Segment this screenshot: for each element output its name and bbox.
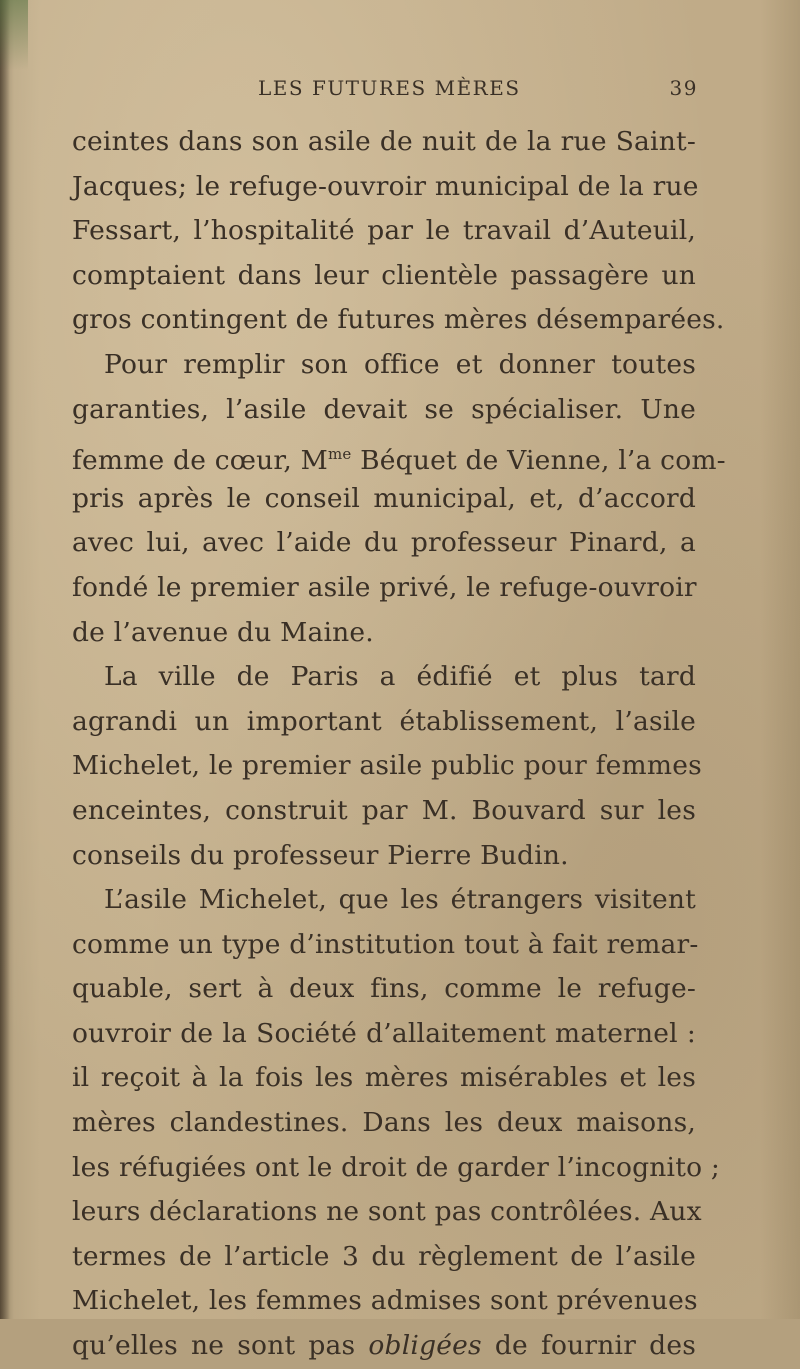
corner-discoloration (0, 0, 28, 70)
text-line: termes de l’article 3 du règlement de l’asile (72, 1240, 696, 1272)
text-run: de fournir des (481, 1330, 696, 1362)
text-line: Jacques; le refuge-ouvroir municipal de la rue (72, 170, 699, 202)
text-line: Fessart, l’hospitalité par le travail d’Auteuil, (72, 215, 696, 247)
italic-word: obligées (368, 1330, 482, 1362)
text-line: il reçoit à la fois les mères misérables et les (72, 1062, 696, 1094)
text-line: comptaient dans leur clientèle passagère un (72, 259, 696, 291)
text-line: ouvroir de la Société d’allaitement maternel : (72, 1017, 696, 1049)
text-run: femme de cœur, M (72, 445, 328, 477)
paragraph-start-line: Pour remplir son office et donner toutes (104, 348, 696, 380)
superscript-abbreviation: me (327, 445, 352, 464)
running-title: LES FUTURES MÈRES (258, 76, 521, 100)
text-run: qu’elles ne sont pas (72, 1330, 369, 1362)
page-number: 39 (669, 76, 698, 100)
body-text (72, 120, 726, 1369)
text-line: mères clandestines. Dans les deux maisons, (72, 1107, 696, 1139)
text-line: de l’avenue du Maine. (72, 616, 374, 648)
text-line: comme un type d’institution tout à fait remar- (72, 928, 699, 960)
text-line: Michelet, les femmes admises sont prévenues (72, 1285, 698, 1317)
text-line: les réfugiées ont le droit de garder l’incognito ; (72, 1151, 720, 1183)
paragraph-start-line: L’asile Michelet, que les étrangers visitent (104, 884, 696, 916)
text-line: gros contingent de futures mères désemparées. (72, 304, 725, 336)
text-line: agrandi un important établissement, l’asile (72, 705, 696, 737)
text-line: avec lui, avec l’aide du professeur Pinard, a (72, 527, 696, 559)
text-line: garanties, l’asile devait se spécialiser. Une (72, 393, 696, 425)
text-line: enceintes, construit par M. Bouvard sur les (72, 794, 696, 826)
text-line: conseils du professeur Pierre Budin. (72, 839, 569, 871)
text-line: ceintes dans son asile de nuit de la rue Saint- (72, 126, 696, 157)
paragraph-start-line: La ville de Paris a édifié et plus tard (104, 661, 696, 693)
text-run: Béquet de Vienne, l’a com- (351, 445, 726, 477)
text-line: quable, sert à deux fins, comme le refuge- (72, 973, 696, 1005)
spine-shadow (0, 0, 10, 1319)
text-line: Michelet, le premier asile public pour femmes (72, 750, 702, 782)
text-line: pris après le conseil municipal, et, d’accord (72, 482, 696, 514)
text-line: leurs déclarations ne sont pas contrôlées. Aux (72, 1196, 702, 1228)
text-line (72, 1324, 696, 1369)
text-line (72, 432, 726, 477)
running-header (70, 76, 698, 106)
text-line: fondé le premier asile privé, le refuge-ouvroir (72, 571, 697, 603)
